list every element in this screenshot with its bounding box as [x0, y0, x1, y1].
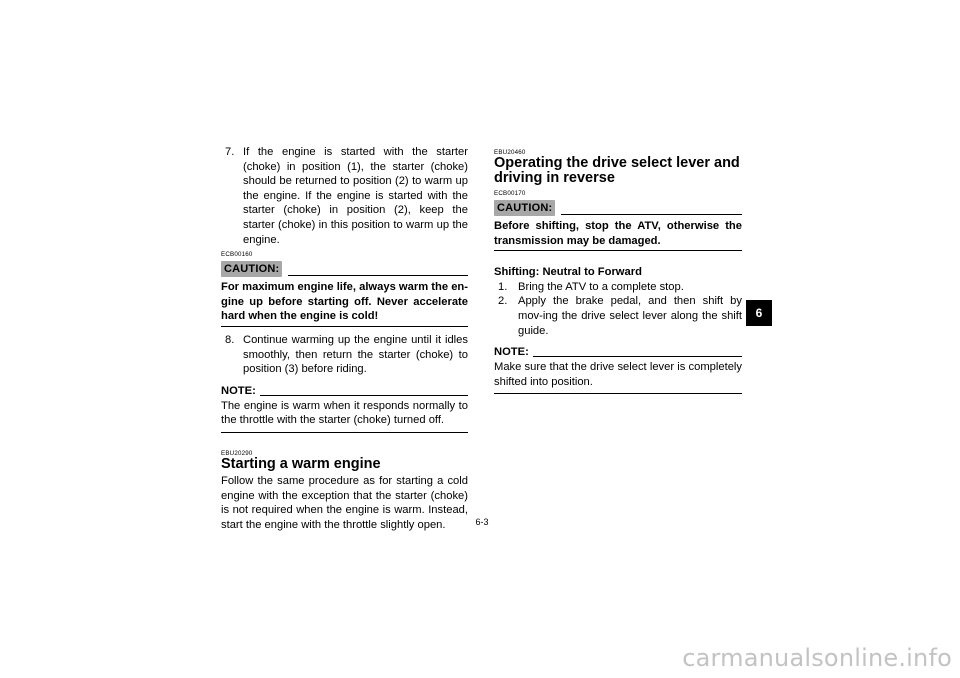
watermark: carmanualsonline.info — [682, 644, 952, 672]
caution-header — [494, 199, 742, 216]
step-7 — [221, 145, 468, 247]
step-8 — [221, 333, 468, 377]
step-number: 1. — [498, 280, 508, 293]
step-text: Apply the brake pedal, and then shift by mov-ing the drive select lever along the shift guide. — [518, 295, 742, 337]
note-label: NOTE: — [494, 346, 529, 359]
shifting-heading: Shifting: Neutral to Forward — [494, 266, 642, 279]
caution-header — [221, 260, 468, 277]
note-rule — [533, 356, 742, 357]
section-code: EBU20460 — [494, 149, 526, 156]
note-header — [494, 346, 742, 359]
caution-rule — [561, 214, 742, 215]
right-column — [494, 145, 742, 394]
step-text: If the engine is started with the starter (choke) in position (1), the starter (choke) should be returned to position (2) to warm up the engine. If the engine is started with the starter (choke) in position (2), keep the starter (choke) in this position to warm up the engine. — [243, 146, 468, 246]
left-column — [221, 145, 468, 532]
chapter-tab: 6 — [746, 300, 772, 326]
step-number: 7. — [225, 146, 235, 158]
caution-text: Before shifting, stop the ATV, otherwise the transmission may be damaged. — [494, 219, 742, 251]
step-text: Continue warming up the engine until it idles smoothly, then return the starter (choke) to position (3) before riding. — [243, 333, 468, 376]
section-heading: Starting a warm engine — [221, 455, 381, 472]
step-text: Bring the ATV to a complete stop. — [518, 280, 684, 293]
note-text: Make sure that the drive select lever is completely shifted into position. — [494, 360, 742, 394]
note-rule — [260, 395, 468, 396]
page-number: 6-3 — [475, 517, 489, 527]
caution-label: CAUTION: — [221, 261, 282, 277]
note-text: The engine is warm when it responds normally to the throttle with the starter (choke) turned off. — [221, 399, 468, 433]
shift-step-2 — [494, 294, 742, 338]
section-paragraph: Follow the same procedure as for starting a cold engine with the exception that the starter (choke) is not required when the engine is warm. Instead, start the engine with the throttle slightly open. — [221, 474, 468, 531]
caution-text: For maximum engine life, always warm the en-gine up before starting off. Never accelerate hard when the engine is cold! — [221, 280, 468, 327]
step-number: 8. — [225, 333, 235, 346]
note-header — [221, 385, 468, 398]
section-heading-line-2: driving in reverse — [494, 170, 615, 186]
caution-code: ECB00160 — [221, 251, 253, 259]
shift-step-1 — [494, 280, 742, 295]
section-heading-line-1: Operating the drive select lever and — [494, 155, 740, 171]
note-label: NOTE: — [221, 384, 256, 397]
caution-code: ECB00170 — [494, 190, 526, 197]
caution-rule — [288, 275, 468, 276]
step-number: 2. — [498, 295, 508, 308]
section-code: EBU20290 — [221, 449, 253, 457]
caution-label: CAUTION: — [494, 200, 555, 216]
